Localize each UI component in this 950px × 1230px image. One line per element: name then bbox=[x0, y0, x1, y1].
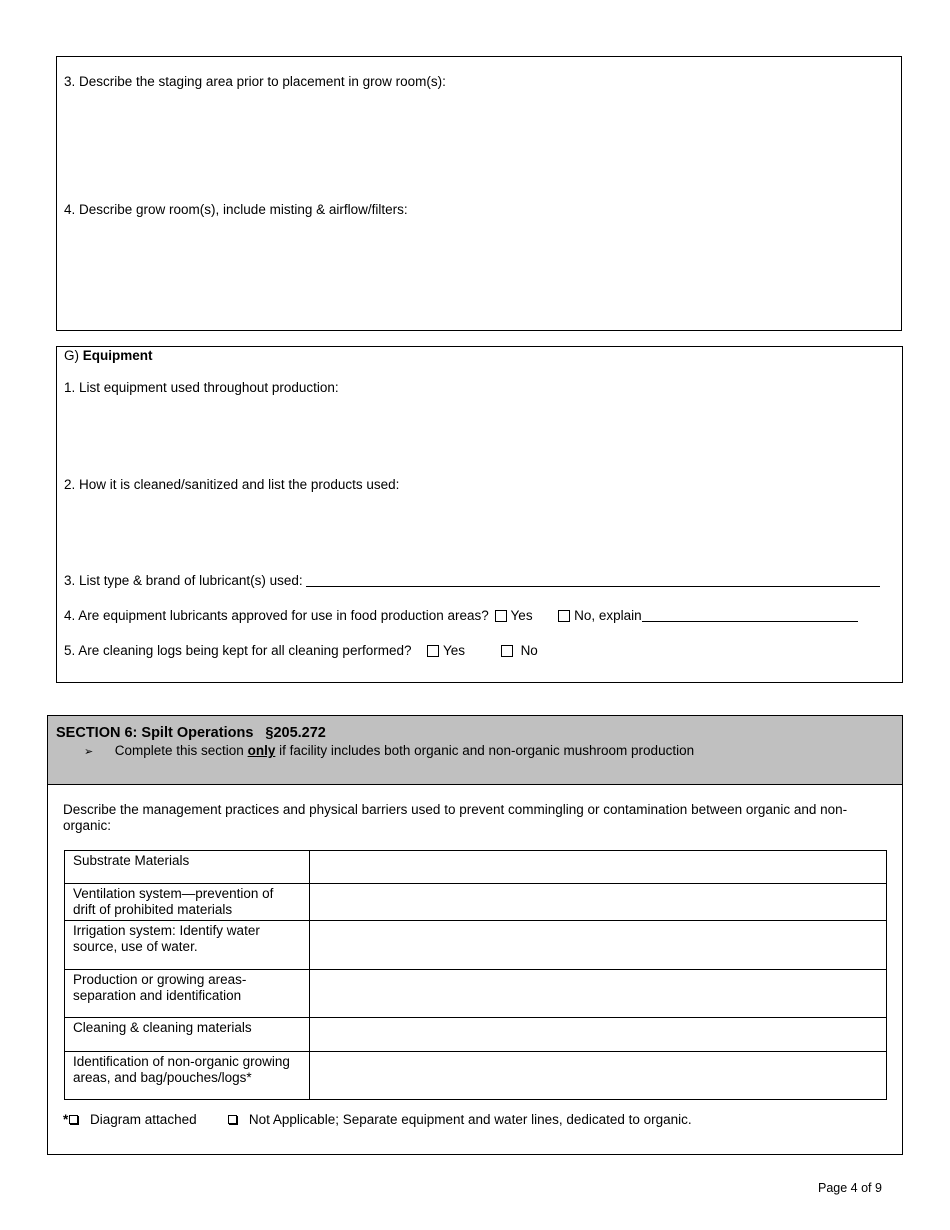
section6-note-before: Complete this section bbox=[114, 743, 244, 758]
page-number: Page 4 of 9 bbox=[818, 1181, 882, 1195]
lubricant-yes-label: Yes bbox=[510, 608, 533, 623]
row-label: Substrate Materials bbox=[65, 851, 310, 884]
section6-description bbox=[63, 802, 847, 834]
row-label: Production or growing areas- separation and identification bbox=[65, 970, 310, 1018]
not-applicable-label: Not Applicable; Separate equipment and water lines, dedicated to organic. bbox=[248, 1112, 692, 1127]
section6-note bbox=[84, 743, 694, 758]
row-label: Irrigation system: Identify water source, use of water. bbox=[65, 921, 310, 970]
table-row bbox=[65, 851, 887, 884]
staging-area-question: 3. Describe the staging area prior to placement in grow room(s): bbox=[64, 74, 446, 89]
cleaning-question: 2. How it is cleaned/sanitized and list the products used: bbox=[64, 477, 400, 492]
section6-description-line2: organic: bbox=[63, 818, 112, 833]
lubricant-answer-line[interactable] bbox=[306, 574, 880, 587]
lubricant-approved-question bbox=[64, 608, 858, 623]
equipment-prefix: G) bbox=[64, 348, 79, 363]
table-row bbox=[65, 1018, 887, 1052]
section6-description-line1: Describe the management practices and physical barriers used to prevent commingling or contamination between organic and non- bbox=[63, 802, 848, 817]
section6-title bbox=[56, 725, 326, 741]
cleaning-logs-question bbox=[64, 643, 538, 658]
row-label: Ventilation system—prevention of drift of prohibited materials bbox=[65, 884, 310, 921]
section6-note-bold: only bbox=[247, 743, 276, 758]
table-row bbox=[65, 884, 887, 921]
lubricant-approved-label: 4. Are equipment lubricants approved for use in food production areas? bbox=[64, 608, 489, 623]
bullet-arrow-icon: ➢ bbox=[84, 745, 94, 758]
row-answer-cell[interactable] bbox=[310, 1052, 887, 1100]
equipment-list-question: 1. List equipment used throughout production: bbox=[64, 380, 339, 395]
diagram-options bbox=[63, 1112, 692, 1127]
cleaning-logs-label: 5. Are cleaning logs being kept for all cleaning performed? bbox=[64, 643, 412, 658]
equipment-title: Equipment bbox=[82, 348, 153, 363]
asterisk: * bbox=[63, 1112, 69, 1127]
row-label: Cleaning & cleaning materials bbox=[65, 1018, 310, 1052]
grow-room-question: 4. Describe grow room(s), include misting & airflow/filters: bbox=[64, 202, 408, 217]
row-answer-cell[interactable] bbox=[310, 1018, 887, 1052]
lubricant-no-checkbox[interactable] bbox=[558, 610, 570, 622]
diagram-attached-label: Diagram attached bbox=[90, 1112, 197, 1127]
diagram-attached-checkbox[interactable] bbox=[69, 1115, 78, 1124]
cleaning-logs-no-label: No bbox=[520, 643, 538, 658]
lubricant-yes-checkbox[interactable] bbox=[495, 610, 507, 622]
not-applicable-checkbox[interactable] bbox=[228, 1115, 237, 1124]
section6-note-after: if facility includes both organic and non-organic mushroom production bbox=[279, 743, 695, 758]
equipment-heading bbox=[64, 348, 153, 363]
split-operations-table bbox=[64, 850, 887, 1100]
lubricant-explain-line[interactable] bbox=[642, 609, 858, 622]
row-answer-cell[interactable] bbox=[310, 884, 887, 921]
grow-room-box bbox=[56, 56, 902, 331]
cleaning-logs-yes-label: Yes bbox=[443, 643, 466, 658]
table-row bbox=[65, 970, 887, 1018]
equipment-box bbox=[56, 346, 903, 683]
cleaning-logs-yes-checkbox[interactable] bbox=[427, 645, 439, 657]
lubricant-no-label: No, explain bbox=[574, 608, 642, 623]
lubricant-question bbox=[64, 573, 880, 588]
row-answer-cell[interactable] bbox=[310, 851, 887, 884]
section6-citation: §205.272 bbox=[265, 725, 326, 741]
row-label: Identification of non-organic growing areas, and bag/pouches/logs* bbox=[65, 1052, 310, 1100]
table-row bbox=[65, 1052, 887, 1100]
table-row bbox=[65, 921, 887, 970]
row-answer-cell[interactable] bbox=[310, 921, 887, 970]
row-answer-cell[interactable] bbox=[310, 970, 887, 1018]
section6-title-text: SECTION 6: Spilt Operations bbox=[56, 725, 254, 741]
cleaning-logs-no-checkbox[interactable] bbox=[501, 645, 513, 657]
lubricant-question-label: 3. List type & brand of lubricant(s) used: bbox=[64, 573, 303, 588]
